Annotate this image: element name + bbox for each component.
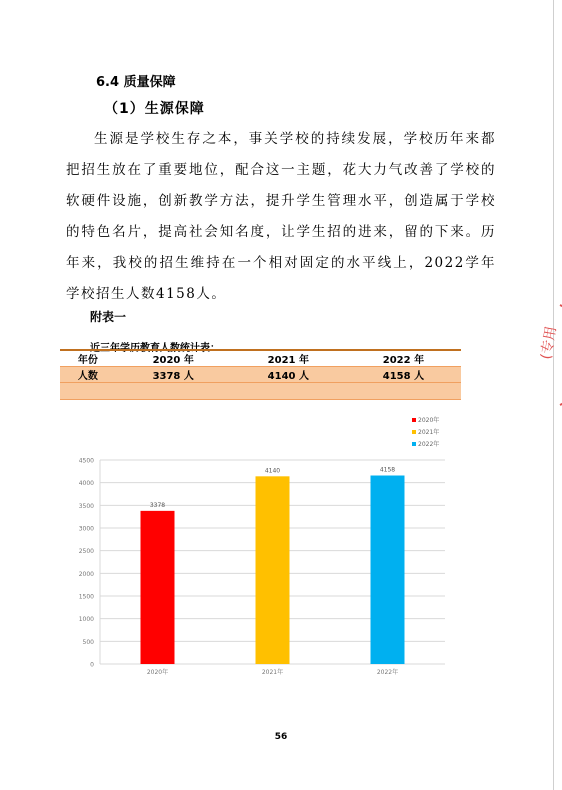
section-title: 质量保障: [123, 75, 176, 90]
bar: [256, 476, 290, 664]
table-header-cell: 2022 年: [346, 350, 461, 367]
table-cell: 4158 人: [346, 367, 461, 383]
section-heading: [96, 71, 176, 90]
x-tick-label: 2021年: [261, 669, 284, 676]
legend-swatch: [412, 430, 416, 434]
y-tick-label: 1000: [78, 616, 94, 624]
y-tick-label: 2500: [78, 548, 94, 556]
table-cell: 4140 人: [231, 367, 346, 383]
y-tick-label: 500: [82, 638, 94, 646]
subsection-heading: （1）生源保障: [104, 101, 205, 117]
table-row: [60, 367, 461, 383]
data-label: 4140: [264, 467, 281, 475]
y-tick-label: 3500: [78, 502, 94, 510]
legend-swatch: [412, 418, 416, 422]
body-paragraph: 生源是学校生存之本，事关学校的持续发展，学校历年来都把招生放在了重要地位，配合这一主题，花大力气改善了学校的软硬件设施，创新教学方法，提升学生管理水平，创造属于学校的特色名片，提高社会知名度，让学生招的进来，留的下来。历年来，我校的招生维持在一个相对固定的水平线上，2022学年学校招生人数4158人。: [66, 131, 496, 302]
table-caption: 近三年学历教育人数统计表：: [90, 343, 220, 354]
table-blank-row: [60, 383, 461, 400]
x-tick-label: 2022年: [376, 669, 399, 676]
bar: [371, 476, 405, 664]
table-cell: 3378 人: [116, 367, 231, 383]
x-tick-label: 2020年: [146, 669, 169, 676]
enrollment-table: [60, 349, 461, 400]
official-seal: [520, 300, 562, 410]
legend-label: 2021年: [418, 429, 440, 436]
section-number: 6.4: [96, 75, 120, 90]
table-cell: 人数: [60, 367, 116, 383]
y-tick-label: 0: [90, 661, 94, 669]
table-header-cell: 2021 年: [231, 350, 346, 367]
enrollment-chart: [60, 402, 460, 678]
y-tick-label: 1500: [78, 593, 94, 601]
legend-label: 2022年: [418, 441, 440, 448]
appendix-label: 附表一: [90, 310, 127, 324]
page-number: 56: [274, 732, 288, 742]
data-label: 4158: [379, 466, 396, 474]
data-label: 3378: [149, 501, 166, 509]
legend-label: 2020年: [418, 417, 440, 424]
bar: [141, 511, 175, 664]
table-header-cell: 2020 年: [116, 350, 231, 367]
y-tick-label: 3000: [78, 525, 94, 533]
y-tick-label: 2000: [78, 570, 94, 578]
y-tick-label: 4000: [78, 480, 94, 488]
y-tick-label: 4500: [78, 457, 94, 465]
table-header-cell: 年份: [60, 350, 116, 367]
legend-swatch: [412, 442, 416, 446]
svg-text:(专用: (专用: [538, 324, 560, 361]
table-header-row: [60, 350, 461, 367]
bar-chart-svg: [60, 402, 460, 678]
